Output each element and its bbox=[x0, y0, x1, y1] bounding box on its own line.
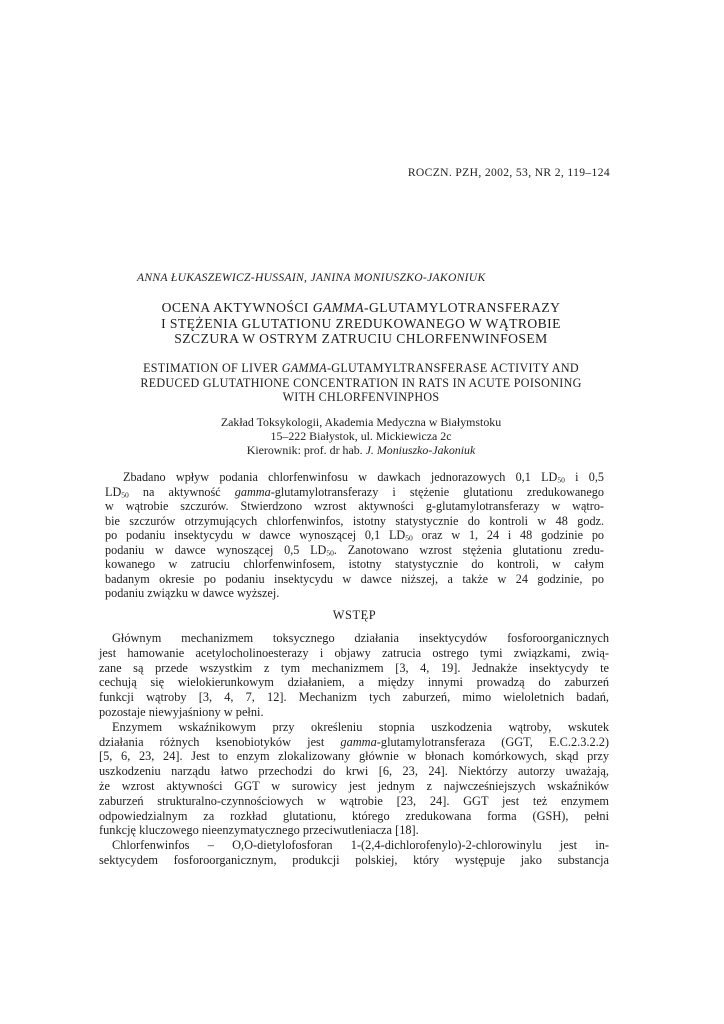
text-line: uszkodzeniu narządu łatwo przechodzi do krwi [6, 23, 24]. Niektórzy autorzy uważają, bbox=[99, 764, 609, 779]
text-line: Enzymem wskaźnikowym przy określeniu stopnia uszkodzenia wątroby, wskutek bbox=[112, 719, 609, 734]
text-line: że wzrost aktywności GGT w surowicy jest jednym z najwcześniejszych wskaźników bbox=[99, 778, 609, 793]
text-line: po podaniu insektycydu w dawce wynoszącej 0,1 $LD_{50}$ oraz w 1, 24 i 48 godzinie po bbox=[105, 528, 605, 543]
journal-header: ROCZN. PZH, 2002, 53, NR 2, 119–124 bbox=[407, 166, 610, 179]
text-line: odpowiedzialnym za rozkład glutationu, którego zredukowana forma (GSH), pełni bbox=[99, 808, 609, 823]
text-line: bie szczurów otrzymujących chlorfenwinfos, istotny statystycznie do kontroli w 48 godz. bbox=[105, 513, 604, 528]
affiliation-block bbox=[112, 415, 610, 457]
text-line: Chlorfenwinfos – O,O-dietylofosforan 1-(2,4-dichlorofenylo)-2-chlorowinylu jest in- bbox=[112, 838, 609, 853]
text-line: Zakład Toksykologii, Akademia Medyczna w Białymstoku bbox=[220, 415, 502, 429]
text-line: WITH CHLORFENVINPHOS bbox=[282, 390, 440, 405]
text-line: funkcji wątroby [3, 4, 7, 12]. Mechanizm tych zaburzeń, mimo wieloletnich badań, bbox=[99, 690, 609, 705]
text-line: jest hamowanie acetylocholinoesterazy i objawy zatrucia ostrego tymi związkami, zwią- bbox=[99, 645, 609, 660]
text-line: OCENA AKTYWNOŚCI GAMMA-GLUTAMYLOTRANSFERAZY bbox=[161, 300, 561, 315]
text-line: [5, 6, 23, 24]. Jest to enzym zlokalizowany głównie w błonach komórkowych, skąd przy bbox=[99, 749, 609, 764]
article-title-english bbox=[112, 361, 610, 405]
article-title-polish bbox=[112, 300, 610, 347]
article-body bbox=[99, 631, 609, 868]
text-line: zane są przede wszystkim z tym mechanizmem [3, 4, 19]. Jednakże insektycydy te bbox=[99, 660, 609, 675]
text-line: SZCZURA W OSTRYM ZATRUCIU CHLORFENWINFOSEM bbox=[174, 331, 548, 346]
text-line: sektycydem fosforoorganicznym, produkcji polskiej, który występuje jako substancja bbox=[99, 852, 609, 867]
abstract-paragraph bbox=[105, 470, 604, 601]
text-line: Głównym mechanizmem toksycznego działania insektycydów fosforoorganicznych bbox=[112, 631, 609, 645]
text-line: cechują się wielokierunkowym działaniem, a między innymi prowadzą do zaburzeń bbox=[99, 675, 609, 690]
text-line: pozostaje niewyjaśniony w pełni. bbox=[99, 704, 264, 719]
text-line: zaburzeń strukturalno-czynnościowych w wątrobie [23, 24]. GGT jest też enzymem bbox=[99, 793, 609, 808]
body-paragraph-2 bbox=[99, 720, 609, 838]
text-line: działania różnych ksenobiotyków jest gamma-glutamylotransferaza (GGT, E.C.2.3.2.2) bbox=[99, 734, 609, 749]
text-line: funkcję kluczowego nieenzymatycznego przeciwutleniacza [18]. bbox=[99, 823, 419, 838]
body-paragraph-3 bbox=[99, 838, 609, 868]
text-line: I STĘŻENIA GLUTATIONU ZREDUKOWANEGO W WĄTROBIE bbox=[161, 315, 561, 331]
text-line: Zbadano wpływ podania chlorfenwinfosu w dawkach jednorazowych 0,1 $LD_{50}$ i 0,5 bbox=[123, 470, 604, 485]
text-line: w wątrobie szczurów. Stwierdzono wzrost aktywności g-glutamylotransferazy w wątro- bbox=[105, 499, 604, 513]
text-line: REDUCED GLUTATHIONE CONCENTRATION IN RATS IN ACUTE POISONING bbox=[140, 375, 582, 390]
text-line: podaniu w dawce wynoszącej 0,5 $LD_{50}$. Zanotowano wzrost stężenia glutationu zredu- bbox=[105, 542, 604, 557]
text-line: Kierownik: prof. dr hab. J. Moniuszko-Jakoniuk bbox=[246, 443, 476, 457]
text-line: kowanego w zatruciu chlorfenwinfosem, istotny statystycznie do kontroli, w całym bbox=[105, 557, 604, 571]
text-line: badanym okresie po podaniu insektycydu w dawce niższej, a także w 24 godzinie, po bbox=[105, 571, 604, 586]
text-line: podaniu związku w dawce wyższej. bbox=[105, 586, 280, 600]
body-paragraph-1 bbox=[99, 631, 609, 720]
text-line: 15–222 Białystok, ul. Mickiewicza 2c bbox=[270, 429, 452, 443]
text-line: $LD_{50}$ na aktywność gamma-glutamylotransferazy i stężenie glutationu zredukowanego bbox=[105, 484, 604, 499]
section-heading-wstep: WSTĘP bbox=[332, 608, 377, 622]
authors-line: ANNA ŁUKASZEWICZ-HUSSAIN, JANINA MONIUSZKO-JAKONIUK bbox=[137, 271, 486, 284]
text-line: ESTIMATION OF LIVER GAMMA-GLUTAMYLTRANSFERASE ACTIVITY AND bbox=[143, 361, 579, 375]
